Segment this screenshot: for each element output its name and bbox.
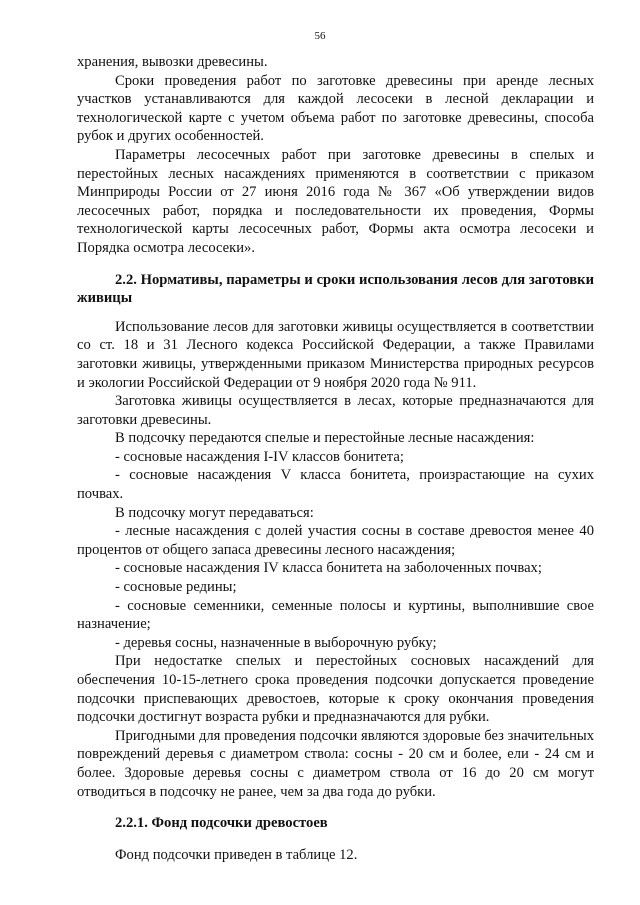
paragraph-transferred-stands: В подсочку передаются спелые и перестойные лесные насаждения: [115, 430, 535, 447]
list-item: - сосновые насаждения IV класса бонитета на заболоченных почвах; [115, 560, 542, 577]
paragraph-suitable-trees: Пригодными для проведения подсочки являются здоровые без значительных повреждений деревья с диаметром ствола: сосны - 20 см и более, ели - 24 см и более. Здоровые деревья сосны с диаметром ствола от 16 до 20 см могут отводиться в подсочку не ранее, чем за два года до рубки. [77, 727, 594, 800]
paragraph-continuation: хранения, вывозки древесины. [77, 54, 268, 70]
list-item: - сосновые насаждения V класса бонитета, произрастающие на сухих почвах. [77, 467, 594, 503]
paragraph-table-reference: Фонд подсочки приведен в таблице 12. [115, 846, 358, 863]
document-body [77, 53, 594, 864]
list-item: - сосновые насаждения I-IV классов бонитета; [115, 448, 404, 465]
page-number: 56 [314, 30, 326, 42]
section-heading-2-2-1: 2.2.1. Фонд подсочки древостоев [115, 815, 328, 832]
list-item: - деревья сосны, назначенные в выборочную рубку; [115, 634, 437, 651]
paragraph-may-be-transferred: В подсочку могут передаваться: [115, 504, 314, 521]
paragraph-resin-forests: Заготовка живицы осуществляется в лесах, которые предназначаются для заготовки древесины. [77, 393, 594, 428]
paragraph-shortage: При недостатке спелых и перестойных сосновых насаждений для обеспечения 10-15-летнего срока проведения подсочки допускается проведение подсочки приспевающих древостоев, которые к сроку окончания проведения подсочки достигнут возраста рубки и предназначаются для рубки. [77, 653, 594, 726]
list-item: - сосновые редины; [115, 579, 237, 596]
list-item: - лесные насаждения с долей участия сосны в составе древостоя менее 40 процентов от общего запаса древесины лесного насаждения; [77, 523, 594, 558]
section-heading-2-2: 2.2. Нормативы, параметры и сроки использования лесов для заготовки живицы [77, 271, 594, 307]
paragraph-logging-deadlines: Сроки проведения работ по заготовке древесины при аренде лесных участков устанавливаются для каждой лесосеки в лесной декларации и технологической карте с учетом объема работ по заготовке древесины, способа рубок и других особенностей. [77, 72, 594, 145]
paragraph-resin-usage: Использование лесов для заготовки живицы осуществляется в соответствии со ст. 18 и 31 Лесного кодекса Российской Федерации, а также Правилами заготовки живицы, утвержденными приказом Министерства природных ресурсов и экологии Российской Федерации от 9 ноября 2020 года № 911. [77, 318, 594, 391]
list-item: - сосновые семенники, семенные полосы и куртины, выполнившие свое назначение; [77, 597, 594, 633]
paragraph-logging-parameters: Параметры лесосечных работ при заготовке древесины в спелых и перестойных лесных насаждениях применяются в соответствии с приказом Минприроды России от 27 июня 2016 года № 367 «Об утверждении видов лесосечных работ, порядка и последовательности их проведения, Формы технологической карты лесосечных работ, Формы акта осмотра лесосеки и Порядка осмотра лесосеки». [77, 146, 594, 256]
